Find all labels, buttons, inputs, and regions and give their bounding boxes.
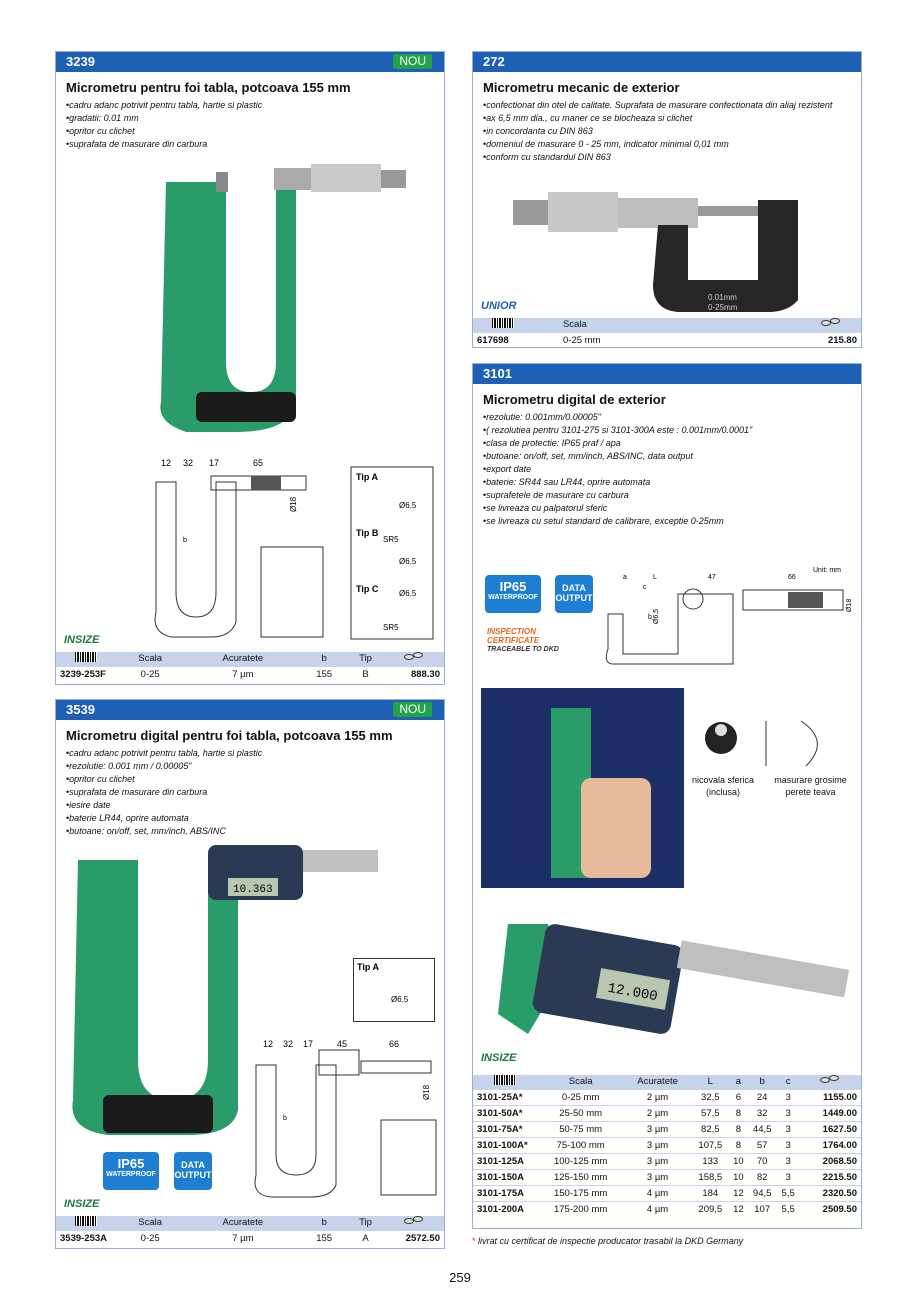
product-3239 <box>55 51 445 685</box>
coins-icon <box>818 1075 842 1085</box>
product-3101 <box>472 363 862 1229</box>
frame-label: 0-25mm <box>708 303 738 312</box>
dim-label: Ø6.5 <box>399 589 417 598</box>
table-row: 3101-175A 150-175 mm 4 µm 184 12 94,5 5,5 2320.50 <box>473 1185 861 1201</box>
dim-label: L <box>653 574 657 581</box>
dim-label: 12 <box>161 458 172 468</box>
table-header-row: Scala Acuratete b Tip <box>56 1216 444 1230</box>
ip65-badge: IP65 WATERPROOF <box>103 1152 159 1190</box>
feature-list <box>66 747 444 838</box>
feature-list <box>483 99 861 164</box>
table-row: 3101-50A* 25-50 mm 2 µm 57,5 8 32 3 1449.00 <box>473 1105 861 1121</box>
dim-label: SR5 <box>383 535 399 544</box>
dim-label: 66 <box>389 1039 400 1049</box>
brand-logo: INSIZE <box>64 634 100 646</box>
micrometer-photo <box>156 162 456 442</box>
barcode-icon <box>494 1075 516 1085</box>
product-code: 272 <box>483 54 505 69</box>
feature: • baterie LR44, oprire automata <box>66 812 444 825</box>
brand-logo: UNIOR <box>481 300 517 312</box>
feature-list <box>483 411 861 528</box>
feature: • butoane: on/off, set, mm/inch, ABS/INC <box>66 825 444 838</box>
table-row: 3101-200A 175-200 mm 4 µm 209,5 12 107 5,5 2509.50 <box>473 1201 861 1217</box>
table-header-row: Scala <box>473 318 861 332</box>
dim-label: SR5 <box>383 623 399 632</box>
price-table <box>473 1075 861 1217</box>
table-row: 3239-253F 0-25 7 µm 155 B 888.30 <box>56 666 444 682</box>
caption: masurare grosime perete teava <box>774 775 847 797</box>
product-code: 3239 <box>66 54 95 69</box>
dim-label: Ø18 <box>846 598 853 612</box>
feature: • cadru adanc potrivit pentru tabla, hartie si plastic <box>66 747 444 760</box>
table-header-row: Scala Acuratete b Tip <box>56 652 444 666</box>
data-output-badge: DATA OUTPUT <box>174 1152 212 1190</box>
feature: • conform cu standardul DIN 863 <box>483 151 861 164</box>
table-row: 3539-253A 0-25 7 µm 155 A 2572.50 <box>56 1230 444 1246</box>
dim-label: 17 <box>209 458 220 468</box>
barcode-icon <box>492 318 514 328</box>
caption: nicovala sferica (inclusa) <box>691 775 755 797</box>
ip65-badge: IP65 WATERPROOF <box>485 575 541 613</box>
barcode-icon <box>75 652 97 662</box>
micrometer-photo <box>508 180 848 315</box>
dim-label: c <box>643 584 647 591</box>
new-badge: NOU <box>393 54 432 69</box>
technical-drawing <box>151 452 446 642</box>
tip-a-drawing <box>353 958 435 1022</box>
product-272 <box>472 51 862 348</box>
table-row: 3101-25A* 0-25 mm 2 µm 32,5 6 24 3 1155.00 <box>473 1089 861 1105</box>
feature: • suprafata de masurare din carbura <box>66 138 444 151</box>
price-table <box>473 318 861 348</box>
dim-label: 17 <box>303 1039 314 1049</box>
barcode-icon <box>75 1216 97 1226</box>
feature: • iesire date <box>66 799 444 812</box>
unit-label: Unit: mm <box>813 567 841 574</box>
technical-drawing <box>251 1035 441 1200</box>
feature: • clasa de protectie: IP65 praf / apa <box>483 437 861 450</box>
footnote: * livrat cu certificat de inspectie producator trasabil la DKD Germany <box>472 1236 744 1246</box>
lcd-readout: 12.000 <box>606 980 659 1006</box>
dim-label: Ø6.5 <box>399 501 417 510</box>
product-code: 3101 <box>483 366 512 381</box>
spherical-anvil-photo <box>701 716 741 756</box>
table-header-row: Scala Acuratete L a b c <box>473 1075 861 1089</box>
lcd-readout: 10.363 <box>233 884 273 896</box>
feature: • rezolutie: 0.001mm/0.00005" <box>483 411 861 424</box>
feature: • gradatii: 0.01 mm <box>66 112 444 125</box>
tip-b-label: Tip B <box>356 528 379 538</box>
product-3539 <box>55 699 445 1249</box>
section-header <box>473 52 861 72</box>
feature: • export date <box>483 463 861 476</box>
dim-label: 66 <box>788 574 796 581</box>
feature: • ax 6,5 mm dia., cu maner ce se blocheaza si clichet <box>483 112 861 125</box>
product-title: Micrometru digital de exterior <box>483 392 666 407</box>
data-output-badge: DATA OUTPUT <box>555 575 593 613</box>
table-row: 3101-100A* 75-100 mm 3 µm 107,5 8 57 3 1764.00 <box>473 1137 861 1153</box>
dim-label: b <box>648 614 652 621</box>
feature: • baterie: SR44 sau LR44, oprire automata <box>483 476 861 489</box>
price-table <box>56 652 444 682</box>
feature: • rezolutie: 0.001 mm / 0.00005" <box>66 760 444 773</box>
tip-a-label: Tip A <box>356 472 378 482</box>
dim-label: Ø18 <box>422 1084 431 1100</box>
product-title: Micrometru pentru foi tabla, potcoava 155 mm <box>66 80 351 95</box>
new-badge: NOU <box>393 702 432 717</box>
dim-label: 65 <box>253 458 264 468</box>
brand-logo: INSIZE <box>64 1198 100 1210</box>
product-code: 3539 <box>66 702 95 717</box>
feature: • confectionat din otel de calitate. Suprafata de masurare confectionata din aliaj rezistent <box>483 99 861 112</box>
price-table <box>56 1216 444 1246</box>
dim-label: 45 <box>337 1039 348 1049</box>
dim-label: Ø18 <box>289 496 298 512</box>
dim-label: a <box>623 574 627 581</box>
feature: • butoane: on/off, set, mm/inch, ABS/INC, data output <box>483 450 861 463</box>
pipe-measure-drawing <box>761 716 831 771</box>
feature: • cadru adanc potrivit pentru tabla, hartie si plastic <box>66 99 444 112</box>
dim-label: Ø6.5 <box>391 995 409 1004</box>
inspection-certificate: INSPECTION CERTIFICATE TRACEABLE TO DKD <box>487 627 559 653</box>
brand-logo: INSIZE <box>481 1052 517 1064</box>
section-header <box>473 364 861 384</box>
coins-icon <box>819 318 843 328</box>
digital-micrometer-photo <box>488 904 853 1054</box>
dim-label: Ø6.5 <box>653 608 660 624</box>
feature: • in concordanta cu DIN 863 <box>483 125 861 138</box>
feature: • opritor cu clichet <box>66 125 444 138</box>
dim-label: Ø6.5 <box>399 557 417 566</box>
section-header <box>56 700 444 720</box>
frame-label: 0.01mm <box>708 293 737 302</box>
feature: • se livreaza cu palpatorul sferic <box>483 502 861 515</box>
table-row: 617698 0-25 mm 215.80 <box>473 332 861 348</box>
feature: • suprafata de masurare din carbura <box>66 786 444 799</box>
feature-list <box>66 99 444 151</box>
hand-photo <box>481 688 684 888</box>
dim-label: 12 <box>263 1039 274 1049</box>
feature: • se livreaza cu setul standard de calibrare, exceptie 0-25mm <box>483 515 861 528</box>
feature: • suprafetele de masurare cu carbura <box>483 489 861 502</box>
dim-label: 32 <box>283 1039 294 1049</box>
product-title: Micrometru mecanic de exterior <box>483 80 680 95</box>
technical-drawing <box>603 564 858 674</box>
coins-icon <box>402 1216 426 1226</box>
product-title: Micrometru digital pentru foi tabla, potcoava 155 mm <box>66 728 393 743</box>
dim-label: b <box>283 1115 287 1122</box>
section-header <box>56 52 444 72</box>
feature: • domeniul de masurare 0 - 25 mm, indicator minimal 0,01 mm <box>483 138 861 151</box>
page-number: 259 <box>449 1270 471 1285</box>
dim-label: 47 <box>708 574 716 581</box>
dim-label: b <box>183 537 187 544</box>
feature: • ( rezolutiea pentru 3101-275 si 3101-300A este : 0.001mm/0.0001" <box>483 424 861 437</box>
coins-icon <box>402 652 426 662</box>
tip-c-label: Tip C <box>356 584 379 594</box>
feature: • opritor cu clichet <box>66 773 444 786</box>
table-row: 3101-125A 100-125 mm 3 µm 133 10 70 3 2068.50 <box>473 1153 861 1169</box>
table-row: 3101-75A* 50-75 mm 3 µm 82,5 8 44,5 3 1627.50 <box>473 1121 861 1137</box>
dim-label: 32 <box>183 458 194 468</box>
tip-a-label: Tip A <box>357 962 379 972</box>
table-row: 3101-150A 125-150 mm 3 µm 158,5 10 82 3 2215.50 <box>473 1169 861 1185</box>
